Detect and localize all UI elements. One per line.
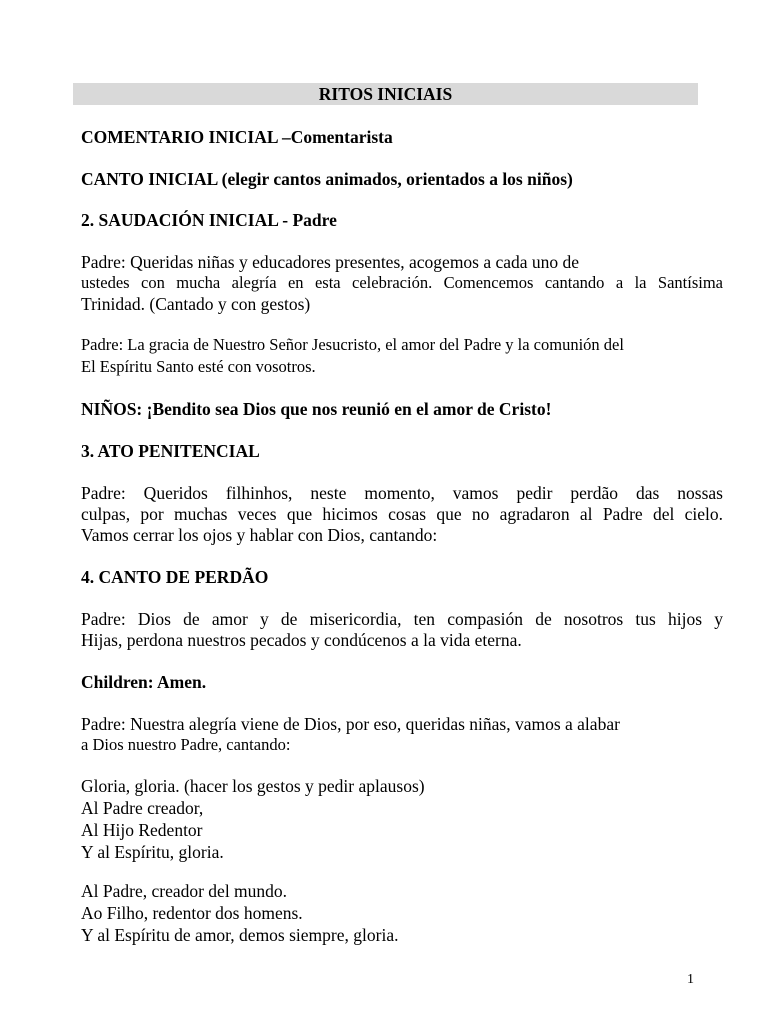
saudacion-paragraph-line: Padre: Queridas niñas y educadores presentes, acogemos a cada uno de [81, 252, 580, 272]
gloria-line: Ao Filho, redentor dos homens. [81, 903, 303, 923]
saudacion-paragraph-line: Trinidad. (Cantado y con gestos) [81, 294, 311, 314]
canto-perdao-line: Padre: Dios de amor y de misericordia, ten compasión de nosotros tus hijos y [81, 609, 723, 629]
gloria-line: Al Padre, creador del mundo. [81, 881, 288, 901]
section-title-bar: RITOS INICIAIS [73, 83, 698, 105]
saudacion-heading: 2. SAUDACIÓN INICIAL - Padre [81, 210, 337, 230]
gloria-line: Y al Espíritu, gloria. [81, 842, 224, 862]
page-number: 1 [687, 972, 694, 987]
ato-penitencial-line: Padre: Queridos filhinhos, neste momento, vamos pedir perdão das nossas [81, 483, 723, 503]
ato-penitencial-heading: 3. ATO PENITENCIAL [81, 441, 260, 461]
canto-perdao-heading: 4. CANTO DE PERDÃO [81, 567, 269, 587]
gloria-line: Gloria, gloria. (hacer los gestos y pedir aplausos) [81, 776, 425, 796]
gloria-line: Y al Espíritu de amor, demos siempre, gloria. [81, 925, 399, 945]
alabanza-line: a Dios nuestro Padre, cantando: [81, 735, 291, 754]
ato-penitencial-line: culpas, por muchas veces que hicimos cosas que no agradaron al Padre del cielo. [81, 504, 723, 524]
gloria-line: Al Padre creador, [81, 798, 204, 818]
gracia-paragraph-line: El Espíritu Santo esté con vosotros. [81, 357, 316, 376]
ato-penitencial-line: Vamos cerrar los ojos y hablar con Dios, cantando: [81, 525, 438, 545]
alabanza-line: Padre: Nuestra alegría viene de Dios, por eso, queridas niñas, vamos a alabar [81, 714, 620, 734]
comentario-heading: COMENTARIO INICIAL –Comentarista [81, 127, 393, 147]
saudacion-paragraph-line: ustedes con mucha alegría en esta celebración. Comencemos cantando a la Santísima [81, 273, 723, 292]
canto-inicial-heading: CANTO INICIAL (elegir cantos animados, orientados a los niños) [81, 169, 573, 189]
gloria-line: Al Hijo Redentor [81, 820, 203, 840]
ninos-response: NIÑOS: ¡Bendito sea Dios que nos reunió en el amor de Cristo! [81, 399, 552, 419]
canto-perdao-line: Hijas, perdona nuestros pecados y condúcenos a la vida eterna. [81, 630, 522, 650]
gracia-paragraph-line: Padre: La gracia de Nuestro Señor Jesucristo, el amor del Padre y la comunión del [81, 335, 624, 354]
children-amen: Children: Amen. [81, 672, 207, 692]
